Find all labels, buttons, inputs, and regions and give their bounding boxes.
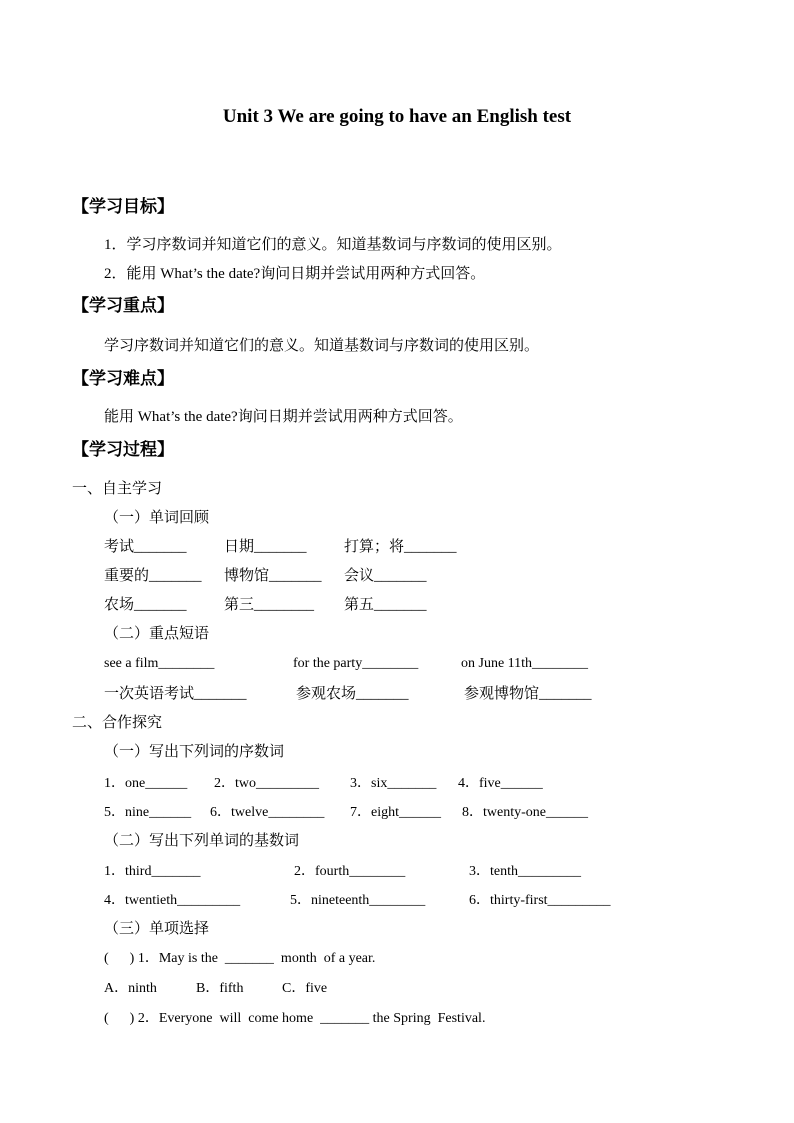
ordinal-exercise: 6．twelve________: [210, 805, 325, 820]
phrase-item: 参观农场_______: [296, 686, 409, 702]
vocab-item: 农场_______: [104, 597, 187, 613]
ordinal-exercise: 5．nine______: [104, 805, 192, 820]
question-1-option-a: A．ninth: [104, 981, 157, 996]
vocab-item: 博物馆_______: [224, 568, 322, 584]
part2-sub1-title: （一）写出下列词的序数词: [104, 744, 285, 760]
phrase-item: see a film________: [104, 656, 215, 671]
phrase-item: 一次英语考试_______: [104, 686, 247, 702]
ordinal-exercise: 2．two_________: [214, 776, 319, 791]
question-2: ( ) 2．Everyone will come home _______ the Spring Festival.: [104, 1011, 486, 1026]
cardinal-exercise: 5．nineteenth________: [290, 893, 426, 908]
ordinal-exercise: 8．twenty-one______: [462, 805, 588, 820]
part1-sub2-title: （二）重点短语: [104, 626, 210, 642]
difficulties-text: 能用 What’s the date?询问日期并尝试用两种方式回答。: [104, 409, 463, 425]
vocab-item: 第五_______: [344, 597, 427, 613]
ordinal-exercise: 4．five______: [458, 776, 543, 791]
question-1: ( ) 1．May is the _______ month of a year.: [104, 951, 376, 966]
vocab-item: 会议_______: [344, 568, 427, 584]
phrase-item: for the party________: [293, 656, 419, 671]
phrase-item: 参观博物馆_______: [464, 686, 592, 702]
part2-title: 二、合作探究: [72, 715, 163, 731]
key-points-text: 学习序数词并知道它们的意义。知道基数词与序数词的使用区别。: [104, 338, 540, 354]
difficulties-heading: 【学习难点】: [72, 369, 174, 388]
process-heading: 【学习过程】: [72, 440, 174, 459]
ordinal-exercise: 7．eight______: [350, 805, 441, 820]
goals-heading: 【学习目标】: [72, 197, 174, 216]
cardinal-exercise: 3．tenth_________: [469, 864, 581, 879]
vocab-item: 第三________: [224, 597, 315, 613]
question-1-option-c: C．five: [282, 981, 328, 996]
part2-sub2-title: （二）写出下列单词的基数词: [104, 833, 300, 849]
part1-sub1-title: （一）单词回顾: [104, 510, 210, 526]
cardinal-exercise: 4．twentieth_________: [104, 893, 241, 908]
vocab-item: 打算；将_______: [344, 539, 457, 555]
phrase-item: on June 11th________: [461, 656, 589, 671]
goal-item-2: 2．能用 What’s the date?询问日期并尝试用两种方式回答。: [104, 266, 486, 282]
cardinal-exercise: 2．fourth________: [294, 864, 406, 879]
key-points-heading: 【学习重点】: [72, 296, 174, 315]
question-1-option-b: B．fifth: [196, 981, 244, 996]
goal-item-1: 1．学习序数词并知道它们的意义。知道基数词与序数词的使用区别。: [104, 237, 562, 253]
ordinal-exercise: 1．one______: [104, 776, 188, 791]
cardinal-exercise: 6．thirty-first_________: [469, 893, 611, 908]
vocab-item: 重要的_______: [104, 568, 202, 584]
vocab-item: 日期_______: [224, 539, 307, 555]
vocab-item: 考试_______: [104, 539, 187, 555]
page-title: Unit 3 We are going to have an English test: [222, 106, 572, 127]
part1-title: 一、自主学习: [72, 481, 163, 497]
ordinal-exercise: 3．six_______: [350, 776, 437, 791]
cardinal-exercise: 1．third_______: [104, 864, 201, 879]
part2-sub3-title: （三）单项选择: [104, 921, 210, 937]
